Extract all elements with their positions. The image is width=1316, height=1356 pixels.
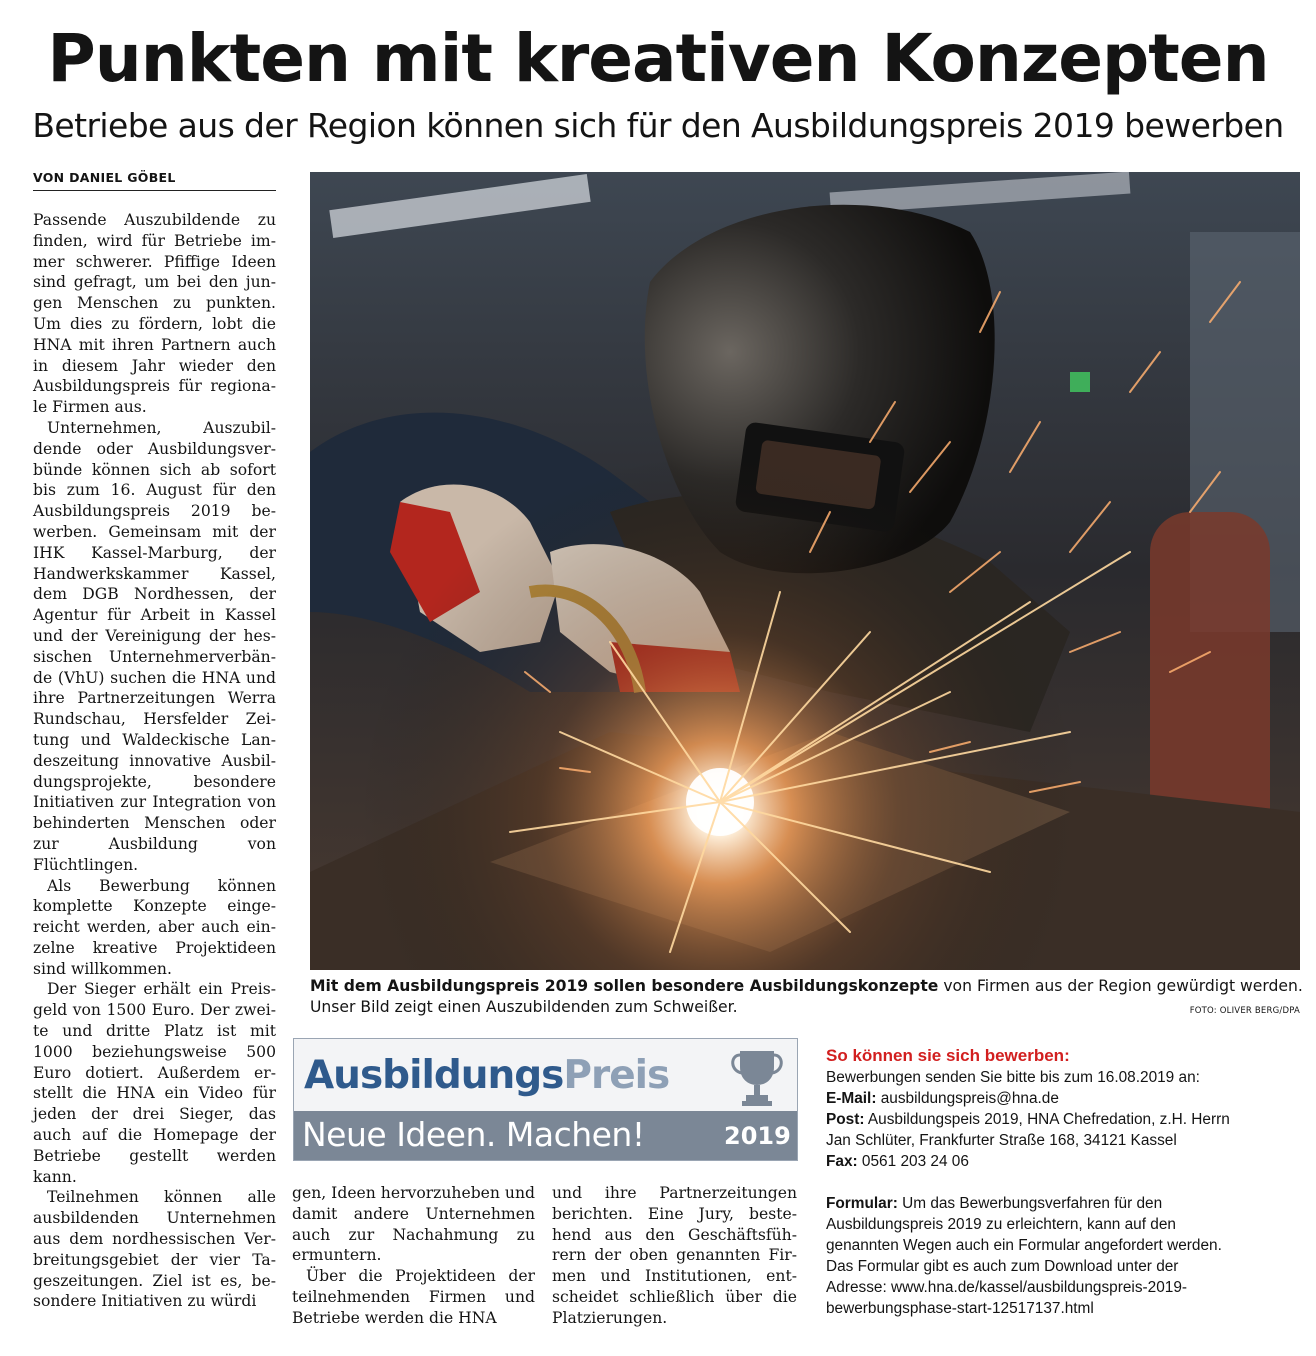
welding-photo bbox=[310, 172, 1300, 970]
info-post-line-2: Jan Schlüter, Frankfurter Straße 168, 34121 Kassel bbox=[826, 1132, 1177, 1149]
caption-bold: Mit dem Ausbildungspreis 2019 sollen besondere Ausbildungskonzepte bbox=[310, 977, 939, 995]
application-info-box bbox=[826, 1045, 1296, 1319]
article-column-3 bbox=[552, 1183, 797, 1329]
trophy-icon bbox=[724, 1045, 790, 1111]
fax-number: 0561 203 24 06 bbox=[857, 1153, 969, 1170]
subheadline: Betriebe aus der Region können sich für den Ausbildungspreis 2019 bewerben bbox=[32, 106, 1284, 145]
welding-illustration bbox=[310, 172, 1300, 970]
post-address: Ausbildungspeis 2019, HNA Chefredation, z.H. Herrn bbox=[864, 1111, 1230, 1128]
email-label: E-Mail: bbox=[826, 1090, 877, 1107]
logo-title bbox=[304, 1051, 669, 1101]
article-column-1 bbox=[33, 210, 276, 1312]
form-text-4: Das Formular gibt es auch zum Download unter der bbox=[826, 1258, 1179, 1275]
caption-rest: von Firmen aus der Region gewürdigt werden. bbox=[938, 977, 1303, 995]
caption-line-2: Unser Bild zeigt einen Auszubildenden zum Schweißer. bbox=[310, 998, 738, 1016]
logo-slogan: Neue Ideen. Machen! bbox=[302, 1115, 645, 1154]
post-label: Post: bbox=[826, 1111, 865, 1128]
info-intro: Bewerbungen senden Sie bitte bis zum 16.08.2019 an: bbox=[826, 1069, 1200, 1086]
ausbildungspreis-logo bbox=[293, 1038, 798, 1161]
info-form bbox=[826, 1193, 1296, 1214]
info-email bbox=[826, 1088, 1296, 1109]
form-text-3: genannten Wegen auch ein Formular angefordert werden. bbox=[826, 1237, 1222, 1254]
info-spacer bbox=[826, 1172, 1296, 1193]
article-paragraph: Unternehmen, Auszubildende oder Ausbildungsverbünde können sich ab sofort bis zum 16. August für den Ausbildungspreis 2019 bewerben. Gemeinsam mit der IHK Kassel-Marburg, der Handwerkskammer Kassel, dem DGB Nordhessen, der Agentur für Arbeit in Kassel und der Vereinigung der hessischen Unternehmerverbände (VhU) suchen die HNA und ihre Partnerzeitungen Werra Rundschau, Hersfelder Zeitung und Waldeckische Landeszeitung innovative Ausbildungsprojekte, besondere Initiativen zur Integration von behinderten Menschen oder zur Ausbildung von Flüchtlingen. bbox=[33, 418, 276, 874]
info-post bbox=[826, 1109, 1296, 1130]
form-text-2: Ausbildungspreis 2019 zu erleichtern, kann auf den bbox=[826, 1216, 1176, 1233]
article-paragraph: Der Sieger erhält ein Preisgeld von 1500 Euro. Der zweite und dritte Platz ist mit 1000 beziehungsweise 500 Euro dotiert. Außerdem erstellt die HNA ein Video für jeden der drei Sieger, das auch auf die Homepage der Betriebe gestellt werden kann. bbox=[33, 980, 276, 1186]
photo-credit: FOTO: OLIVER BERG/DPA bbox=[1189, 1006, 1300, 1016]
photo-caption bbox=[310, 976, 1303, 1018]
headline: Punkten mit kreativen Konzepten bbox=[47, 20, 1269, 97]
article-paragraph: Teilnehmen können alle ausbildenden Unternehmen aus dem nordhessischen Verbreitungsgebiet der vier Tageszeitungen. Ziel ist es, besondere Initiativen zu würdi bbox=[33, 1188, 276, 1311]
article-paragraph: und ihre Partnerzeitungen berichten. Eine Jury, bestehend aus den Geschäftsführern der oben genannten Firmen und Institutionen, entscheidet schließlich über die Platzierungen. bbox=[552, 1184, 797, 1327]
caption-line-1 bbox=[310, 976, 1303, 997]
fax-label: Fax: bbox=[826, 1153, 858, 1170]
article-paragraph: Als Bewerbung können komplette Konzepte eingereicht werden, aber auch einzelne kreative Projektideen sind willkommen. bbox=[33, 876, 276, 978]
logo-title-part-1: Ausbildungs bbox=[304, 1053, 564, 1098]
form-text-6: bewerbungsphase-start-12517137.html bbox=[826, 1300, 1094, 1317]
article-paragraph: Über die Projektideen der teilnehmenden Firmen und Betriebe werden die HNA bbox=[292, 1267, 535, 1327]
form-text-5: Adresse: www.hna.de/kassel/ausbildungspreis-2019- bbox=[826, 1279, 1188, 1296]
info-fax bbox=[826, 1151, 1296, 1172]
article-paragraph: gen, Ideen hervorzuheben und damit andere Unternehmen auch zur Nachahmung zu ermuntern. bbox=[292, 1184, 535, 1265]
logo-title-part-2: Preis bbox=[563, 1053, 670, 1098]
article-column-2 bbox=[292, 1183, 535, 1329]
article-paragraph: Passende Auszubildende zu finden, wird für Betriebe immer schwerer. Pfiffige Ideen sind gefragt, um bei den jungen Menschen zu punkten. Um dies zu fördern, lobt die HNA mit ihren Partnern auch in diesem Jahr wieder den Ausbildungspreis für regionale Firmen aus. bbox=[33, 211, 276, 417]
info-title: So können sie sich bewerben: bbox=[826, 1046, 1070, 1065]
form-text-1: Um das Bewerbungsverfahren für den bbox=[897, 1195, 1163, 1212]
email-address: ausbildungspreis@hna.de bbox=[876, 1090, 1059, 1107]
byline: VON DANIEL GÖBEL bbox=[33, 170, 276, 191]
logo-year: 2019 bbox=[724, 1122, 791, 1150]
form-label: Formular: bbox=[826, 1195, 898, 1212]
